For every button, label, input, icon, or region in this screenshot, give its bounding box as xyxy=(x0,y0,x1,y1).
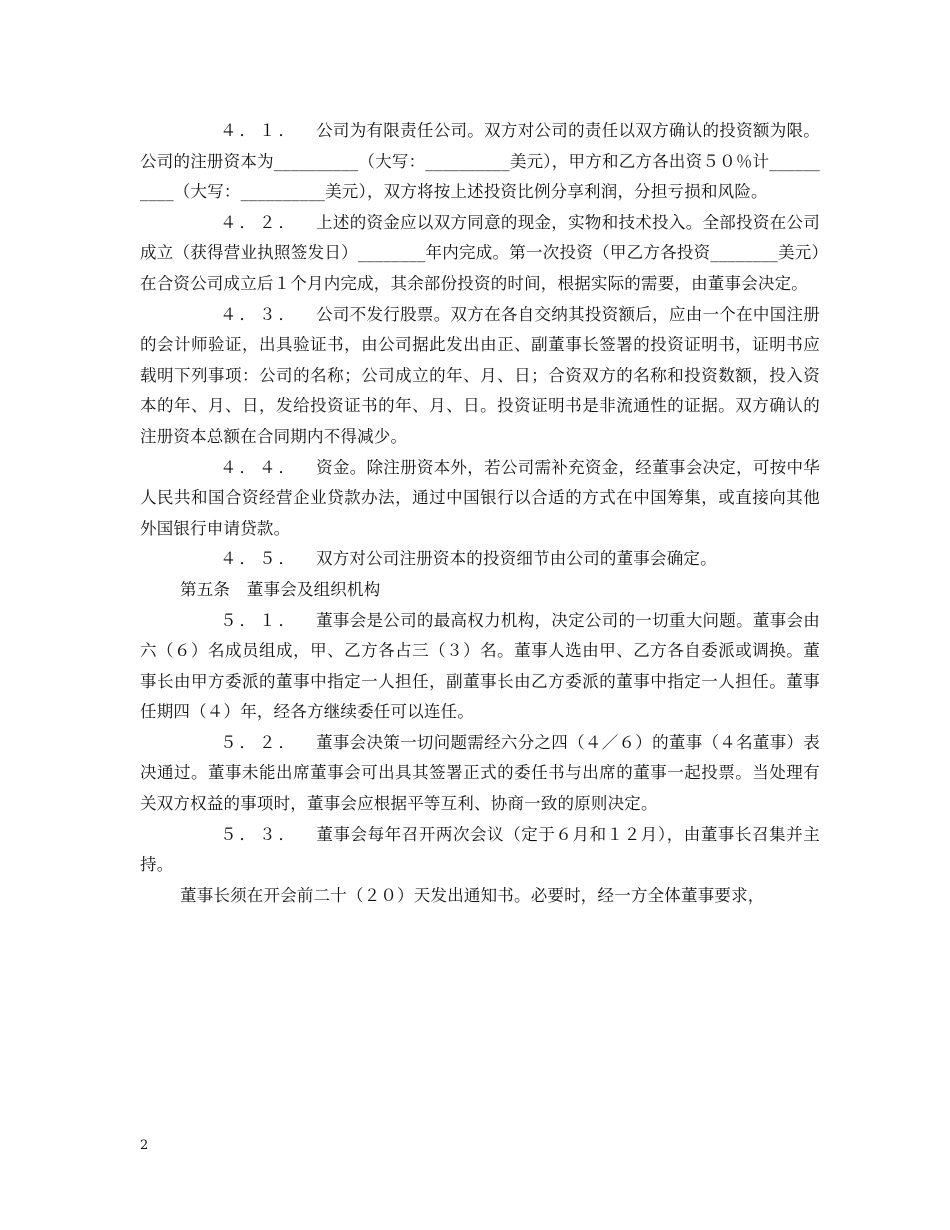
clause-5-2 xyxy=(140,728,820,820)
clause-5-1 xyxy=(140,606,820,728)
clause-text: 公司不发行股票。双方在各自交纳其投资额后，应由一个在中国注册的会计师验证，出具验证书，由公司据此发出由正、副董事长签署的投资证明书，证明书应载明下列事项：公司的名称；公司成立的年、月、日；合资双方的名称和投资数额，投入资本的年、月、日，发给投资证书的年、月、日。投资证明书是非流通性的证据。双方确认的注册资本总额在合同期内不得减少。 xyxy=(140,304,820,446)
clause-text: 董事会决策一切问题需经六分之四（４／６）的董事（４名董事）表决通过。董事未能出席董事会可出具其签署正式的委任书与出席的董事一起投票。当处理有关双方权益的事项时，董事会应根据平等互利、协商一致的原则决定。 xyxy=(140,732,820,814)
clause-number: ４．５． xyxy=(220,549,298,569)
clause-text: 公司为有限责任公司。双方对公司的责任以双方确认的投资额为限。公司的注册资本为__________（大写：__________美元），甲方和乙方各出资５０％计__________（大写：__________美元），双方将按上述投资比例分享利润，分担亏损和风险。 xyxy=(140,121,820,202)
clause-text: 双方对公司注册资本的投资细节由公司的董事会确定。 xyxy=(316,549,717,569)
clause-number: ５．１． xyxy=(220,610,298,630)
document-body xyxy=(140,116,820,911)
clause-5-3 xyxy=(140,820,820,881)
article-5-heading xyxy=(140,575,820,606)
article-heading-text: 第五条 董事会及组织机构 xyxy=(180,579,381,599)
clause-text: 董事会每年召开两次会议（定于６月和１２月），由董事长召集并主持。 xyxy=(140,824,820,875)
clause-text: 上述的资金应以双方同意的现金，实物和技术投入。全部投资在公司成立（获得营业执照签发日）________年内完成。第一次投资（甲乙方各投资________美元）在合资公司成立后１个月内完成，其余部份投资的时间，根据实际的需要，由董事会决定。 xyxy=(140,212,820,293)
clause-number: ４．４． xyxy=(220,457,298,477)
clause-number: ５．３． xyxy=(220,824,298,844)
clause-4-1 xyxy=(140,116,820,208)
clause-text: 董事长须在开会前二十（２０）天发出通知书。必要时，经一方全体董事要求， xyxy=(180,885,765,905)
page-number: 2 xyxy=(140,1138,149,1153)
clause-text: 董事会是公司的最高权力机构，决定公司的一切重大问题。董事会由六（６）名成员组成，甲、乙方各占三（３）名。董事人选由甲、乙方各自委派或调换。董事长由甲方委派的董事中指定一人担任，副董事长由乙方委派的董事中指定一人担任。董事任期四（４）年，经各方继续委任可以连任。 xyxy=(140,610,820,722)
clause-number: ４．１． xyxy=(220,121,298,140)
clause-4-3 xyxy=(140,300,820,453)
clause-4-2 xyxy=(140,208,820,300)
clause-number: ４．３． xyxy=(220,304,298,324)
clause-4-4 xyxy=(140,453,820,545)
clause-number: ５．２． xyxy=(220,732,298,752)
clause-text: 资金。除注册资本外，若公司需补充资金，经董事会决定，可按中华人民共和国合资经营企业贷款办法，通过中国银行以合适的方式在中国筹集，或直接向其他外国银行申请贷款。 xyxy=(140,457,820,538)
clause-4-5 xyxy=(140,544,820,575)
clause-continuation xyxy=(140,881,820,912)
clause-number: ４．２． xyxy=(220,212,298,232)
